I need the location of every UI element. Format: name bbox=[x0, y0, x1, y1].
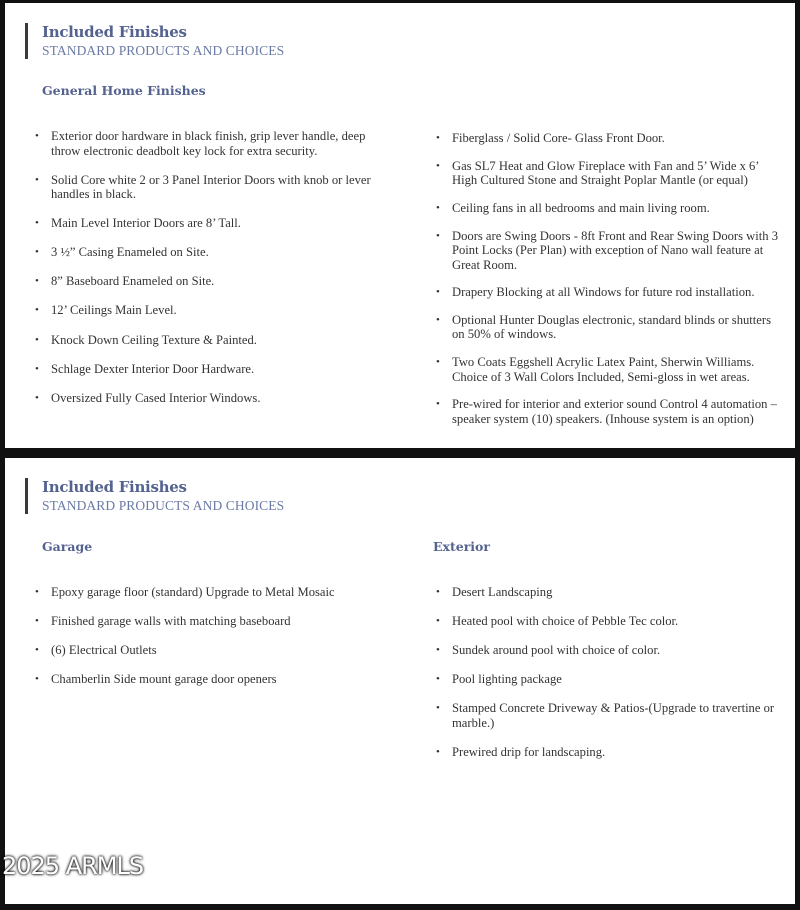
list-item: • Doors are Swing Doors - 8ft Front and Rear Swing Doors with 3 Point Locks (Per Plan) with exception of Nano wall feature at Great Room. bbox=[436, 229, 786, 273]
copyright-watermark: 2025 ARMLS bbox=[2, 852, 144, 880]
list-item: • Ceiling fans in all bedrooms and main living room. bbox=[436, 201, 786, 216]
list-item: • Main Level Interior Doors are 8’ Tall. bbox=[35, 216, 385, 231]
list-item: • (6) Electrical Outlets bbox=[35, 643, 405, 658]
list-item: • Solid Core white 2 or 3 Panel Interior Doors with knob or lever handles in black. bbox=[35, 173, 385, 202]
list-item: • Desert Landscaping bbox=[436, 585, 788, 600]
list-item: • Oversized Fully Cased Interior Windows. bbox=[35, 391, 385, 406]
page-title: Included Finishes bbox=[42, 23, 187, 41]
list-item: • 12’ Ceilings Main Level. bbox=[35, 303, 385, 318]
section-heading-exterior: Exterior bbox=[433, 539, 490, 554]
finishes-page-garage-exterior bbox=[5, 458, 795, 904]
list-item: • Drapery Blocking at all Windows for future rod installation. bbox=[436, 285, 786, 300]
list-item: • Schlage Dexter Interior Door Hardware. bbox=[35, 362, 385, 377]
header-accent-bar bbox=[25, 23, 28, 59]
garage-list bbox=[35, 585, 405, 701]
page-subtitle: STANDARD PRODUCTS AND CHOICES bbox=[42, 43, 285, 58]
list-item: • 8” Baseboard Enameled on Site. bbox=[35, 274, 385, 289]
general-finishes-list-right bbox=[436, 131, 786, 440]
list-item: • Sundek around pool with choice of color. bbox=[436, 643, 788, 658]
list-item: • Finished garage walls with matching baseboard bbox=[35, 614, 405, 629]
list-item: • Pool lighting package bbox=[436, 672, 788, 687]
list-item: • Knock Down Ceiling Texture & Painted. bbox=[35, 333, 385, 348]
list-item: • 3 ½” Casing Enameled on Site. bbox=[35, 245, 385, 260]
list-item: • Exterior door hardware in black finish, grip lever handle, deep throw electronic deadbolt key lock for extra security. bbox=[35, 129, 385, 158]
finishes-page-general bbox=[5, 3, 795, 448]
list-item: • Prewired drip for landscaping. bbox=[436, 745, 788, 760]
exterior-list bbox=[436, 585, 788, 774]
list-item: • Two Coats Eggshell Acrylic Latex Paint, Sherwin Williams. Choice of 3 Wall Colors Included, Semi-gloss in wet areas. bbox=[436, 355, 786, 384]
list-item: • Gas SL7 Heat and Glow Fireplace with Fan and 5’ Wide x 6’ High Cultured Stone and Straight Poplar Mantle (or equal) bbox=[436, 159, 786, 188]
header-accent-bar bbox=[25, 478, 28, 514]
list-item: • Stamped Concrete Driveway & Patios-(Upgrade to travertine or marble.) bbox=[436, 701, 788, 730]
list-item: • Chamberlin Side mount garage door openers bbox=[35, 672, 405, 687]
section-heading-general-home-finishes: General Home Finishes bbox=[42, 83, 206, 98]
page-title: Included Finishes bbox=[42, 478, 187, 496]
page-subtitle: STANDARD PRODUCTS AND CHOICES bbox=[42, 498, 285, 513]
list-item: • Epoxy garage floor (standard) Upgrade to Metal Mosaic bbox=[35, 585, 405, 600]
list-item: • Optional Hunter Douglas electronic, standard blinds or shutters on 50% of windows. bbox=[436, 313, 786, 342]
section-heading-garage: Garage bbox=[42, 539, 93, 554]
general-finishes-list-left bbox=[35, 129, 385, 420]
list-item: • Pre-wired for interior and exterior sound Control 4 automation – speaker system (10) speakers. (Inhouse system is an option) bbox=[436, 397, 786, 426]
list-item: • Fiberglass / Solid Core- Glass Front Door. bbox=[436, 131, 786, 146]
list-item: • Heated pool with choice of Pebble Tec color. bbox=[436, 614, 788, 629]
